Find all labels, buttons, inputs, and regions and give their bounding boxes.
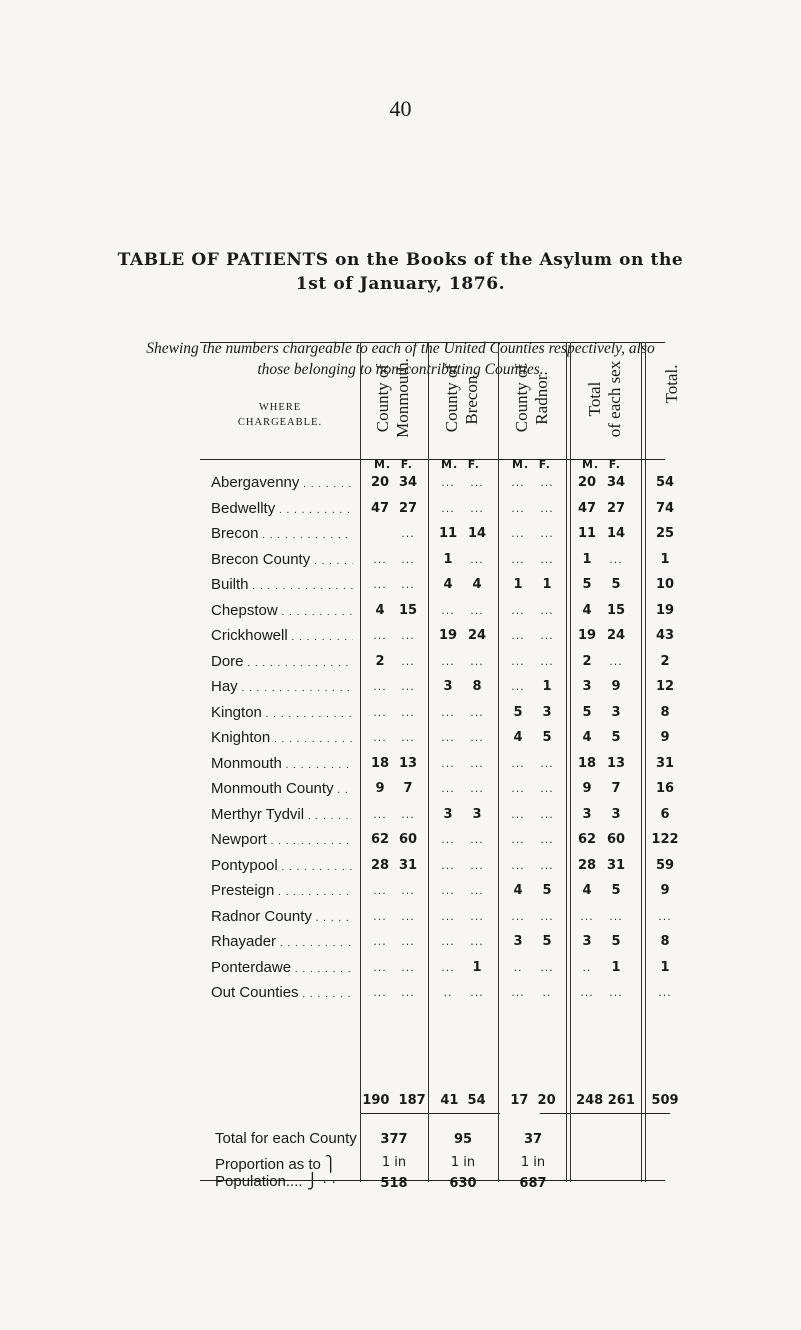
f-label: F. (538, 458, 551, 471)
mon-female-cell: ... (401, 654, 415, 668)
bre-male-cell: .. (443, 986, 453, 999)
row-place-name: Brecon County . . . (211, 547, 353, 575)
mon-male-cell: ... (373, 909, 387, 923)
row-place-name: Kington . . . (211, 700, 353, 728)
bre-female-cell: ... (470, 603, 484, 617)
rad-female-cell: 5 (542, 934, 552, 949)
table-row (0, 853, 801, 879)
header-radnor-line-1: County of (512, 363, 531, 433)
rad-female-cell: ... (540, 909, 554, 923)
tot-male-cell: 11 (577, 526, 597, 541)
mon-male-cell: 2 (375, 653, 385, 669)
header-total-label: Total. (662, 364, 681, 404)
mon-female-cell: ... (401, 986, 415, 999)
table-row (0, 929, 801, 955)
bre-female-cell: 8 (472, 679, 482, 694)
table-row (0, 904, 801, 930)
mon-male-cell: 18 (370, 755, 390, 771)
bre-male-cell: ... (441, 603, 455, 617)
row-place-name: Chepstow . . . (211, 598, 353, 626)
mon-male-cell: ... (373, 578, 387, 591)
bre-female-cell: ... (470, 705, 484, 719)
mon-female-cell: 31 (398, 857, 418, 873)
totals-grand: 509 (651, 1093, 679, 1108)
mon-female-cell: ... (401, 731, 415, 744)
bre-female-cell: 1 (472, 959, 482, 975)
header-where-chargeable (200, 400, 360, 430)
tot-female-cell: 3 (611, 806, 621, 822)
tot-male-cell: 2 (582, 653, 592, 669)
mon-female-cell: ... (401, 909, 415, 923)
totals-mon-m: 190 (362, 1093, 390, 1108)
bre-female-cell: ... (470, 986, 484, 999)
page-number: 40 (389, 96, 412, 121)
mon-male-cell: ... (373, 935, 387, 948)
header-monmouth-line-2: Monmouth. (393, 358, 412, 438)
tot-female-cell: 5 (611, 730, 621, 745)
row-total-cell: 9 (660, 883, 670, 898)
rad-male-cell: ... (511, 603, 525, 617)
rad-female-cell: 5 (542, 730, 552, 745)
totals-tot-f: 261 (607, 1093, 635, 1108)
row-total-cell: 6 (660, 806, 670, 822)
rad-male-cell: ... (511, 527, 525, 540)
row-total-cell: 122 (651, 832, 679, 847)
bre-male-cell: ... (441, 833, 455, 846)
title-line-1: TABLE OF PATIENTS on the Books of the Asylum on the (117, 250, 684, 270)
mon-male-cell: ... (373, 884, 387, 897)
row-total-cell: 8 (660, 934, 670, 949)
row-place-name: Presteign . . . (211, 878, 353, 906)
proportion-bre-value: 630 (449, 1176, 477, 1191)
bre-male-cell: ... (441, 909, 455, 923)
bre-male-cell: ... (441, 731, 455, 744)
totals-radnor (498, 1093, 568, 1108)
bre-female-cell: 3 (472, 806, 482, 822)
rad-male-cell: 5 (513, 704, 523, 720)
row-total-cell: 10 (655, 577, 675, 592)
tot-male-cell: 18 (577, 755, 597, 771)
f-label: F. (467, 458, 480, 471)
tot-male-cell: .. (582, 960, 592, 974)
rad-female-cell: ... (540, 476, 554, 489)
mon-male-cell: ... (373, 629, 387, 642)
header-brecon-line-1: County of (442, 363, 461, 433)
bre-female-cell: ... (470, 909, 484, 923)
mon-female-cell: ... (401, 680, 415, 693)
rad-female-cell: ... (540, 756, 554, 770)
tot-female-cell: 31 (606, 857, 626, 873)
bre-female-cell: ... (470, 731, 484, 744)
header-monmouth (371, 348, 415, 448)
tot-female-cell: 5 (611, 883, 621, 898)
tot-female-cell: ... (609, 552, 623, 566)
mon-male-cell: ... (373, 960, 387, 974)
mon-male-cell: ... (373, 705, 387, 719)
rad-male-cell: 4 (513, 883, 523, 898)
table-row (0, 521, 801, 547)
row-place-name: Brecon . . . (211, 521, 353, 549)
rad-female-cell: ... (540, 629, 554, 642)
bre-male-cell: 19 (438, 628, 458, 643)
rad-male-cell: ... (511, 552, 525, 566)
tot-female-cell: 13 (606, 755, 626, 771)
row-total-cell: 43 (655, 628, 675, 643)
header-monmouth-line-1: County of (373, 363, 392, 433)
header-total (660, 354, 684, 414)
bre-female-cell: 4 (472, 577, 482, 592)
mon-female-cell: ... (401, 578, 415, 591)
bre-male-cell: 3 (443, 806, 453, 822)
row-total-cell: ... (658, 986, 672, 999)
tot-female-cell: 15 (606, 602, 626, 618)
tot-male-cell: 3 (582, 806, 592, 822)
proportion-label (215, 1156, 336, 1190)
tot-female-cell: 24 (606, 628, 626, 643)
header-totalsex-line-1: Total (585, 381, 604, 417)
tot-male-cell: 9 (582, 781, 592, 796)
table-row (0, 802, 801, 828)
tot-female-cell: 5 (611, 934, 621, 949)
rad-female-cell: ... (540, 858, 554, 872)
mon-female-cell: 7 (403, 781, 413, 796)
bre-female-cell: ... (470, 884, 484, 897)
rad-male-cell: 4 (513, 730, 523, 745)
proportion-monmouth (360, 1152, 428, 1194)
rad-female-cell: 5 (542, 883, 552, 898)
totals-rad-m: 17 (510, 1093, 529, 1108)
rad-female-cell: ... (540, 782, 554, 795)
mon-female-cell: ... (401, 629, 415, 642)
mon-male-cell: 4 (375, 602, 385, 618)
bre-female-cell: ... (470, 501, 484, 515)
proportion-radnor (498, 1152, 568, 1194)
totals-each-sex (570, 1093, 641, 1108)
proportion-rad-value: 687 (519, 1176, 547, 1191)
proportion-mon-value: 518 (380, 1176, 408, 1191)
mon-male-cell: 9 (375, 781, 385, 796)
tot-female-cell: 9 (611, 679, 621, 694)
table-row (0, 598, 801, 624)
proportion-rad-prefix: 1 in (520, 1155, 546, 1170)
title-line-2: 1st of January, 1876. (295, 274, 506, 294)
bre-male-cell: ... (441, 501, 455, 515)
header-where-line-1: WHERE (258, 402, 302, 413)
table-row (0, 572, 801, 598)
tot-male-cell: 19 (577, 628, 597, 643)
totals-brecon (428, 1093, 498, 1108)
tot-male-cell: 4 (582, 602, 592, 618)
proportion-mon-prefix: 1 in (381, 1155, 407, 1170)
county-total-monmouth: 377 (380, 1132, 408, 1147)
totals-mon-f: 187 (398, 1093, 426, 1108)
row-place-name: Radnor County . . . (211, 904, 353, 932)
subtitle-line-1: Shewing the numbers chargeable to each of the United Counties respectively, also (146, 340, 655, 357)
mon-female-cell: ... (401, 807, 415, 821)
row-place-name: Out Counties . . . (211, 980, 353, 1008)
bre-male-cell: ... (441, 858, 455, 872)
row-total-cell: 59 (655, 857, 675, 873)
row-total-cell: 9 (660, 730, 670, 745)
row-place-name: Monmouth . . . (211, 751, 353, 779)
table-row (0, 878, 801, 904)
proportion-brecon (428, 1152, 498, 1194)
tot-male-cell: 4 (582, 883, 592, 898)
bre-female-cell: ... (470, 756, 484, 770)
header-brecon (440, 348, 484, 448)
rad-female-cell: ... (540, 603, 554, 617)
rad-male-cell: 1 (513, 577, 523, 592)
row-place-name: Knighton . . . (211, 725, 353, 753)
row-place-name: Bedwellty . . . (211, 496, 353, 524)
bre-male-cell: ... (441, 960, 455, 974)
header-totalsex-line-2: of each sex (605, 360, 624, 438)
bre-male-cell: ... (441, 782, 455, 795)
table-top-rule (200, 342, 665, 343)
rad-male-cell: ... (511, 833, 525, 846)
row-total-cell: 2 (660, 653, 670, 669)
rad-male-cell: .. (513, 960, 523, 974)
f-label: F. (608, 458, 621, 471)
tot-male-cell: 47 (577, 500, 597, 516)
table-row (0, 547, 801, 573)
mon-female-cell: ... (401, 552, 415, 566)
table-row (0, 623, 801, 649)
totals-rule-a (360, 1113, 500, 1114)
row-place-name: Abergavenny . . . (211, 470, 353, 498)
mon-female-cell: 60 (398, 832, 418, 847)
table-row (0, 776, 801, 802)
totals-bre-m: 41 (440, 1093, 459, 1108)
rad-male-cell: 3 (513, 934, 523, 949)
header-total-each-sex (583, 344, 627, 454)
proportion-label-line-2: Population.... ⎭ · · (215, 1173, 337, 1190)
mon-male-cell: ... (373, 731, 387, 744)
table-row (0, 649, 801, 675)
mon-female-cell: ... (401, 884, 415, 897)
county-total-radnor: 37 (523, 1132, 543, 1147)
rad-female-cell: 1 (542, 679, 552, 694)
rad-male-cell: ... (511, 629, 525, 642)
row-total-cell: 8 (660, 704, 670, 720)
tot-female-cell: 60 (606, 832, 626, 847)
tot-male-cell: 1 (582, 551, 592, 567)
rad-male-cell: ... (511, 654, 525, 668)
rad-female-cell: ... (540, 960, 554, 974)
row-total-cell: 16 (655, 781, 675, 796)
rad-female-cell: ... (540, 501, 554, 515)
mon-male-cell: ... (373, 986, 387, 999)
tot-female-cell: 3 (611, 704, 621, 720)
row-place-name: Dore . . . (211, 649, 353, 677)
mon-female-cell: 27 (398, 500, 418, 516)
county-total-label: Total for each County (215, 1130, 357, 1147)
tot-female-cell: 7 (611, 781, 621, 796)
bre-male-cell: 1 (443, 551, 453, 567)
rad-female-cell: ... (540, 527, 554, 540)
bre-female-cell: ... (470, 654, 484, 668)
bre-female-cell: 14 (467, 526, 487, 541)
mon-female-cell: ... (401, 960, 415, 974)
totals-bre-f: 54 (467, 1093, 486, 1108)
tot-female-cell: 5 (611, 577, 621, 592)
proportion-label-line-1: Proportion as to ⎫ (215, 1156, 337, 1173)
bre-female-cell: ... (470, 782, 484, 795)
table-row (0, 955, 801, 981)
rad-female-cell: ... (540, 654, 554, 668)
m-label: M. (441, 458, 459, 471)
bre-male-cell: 4 (443, 577, 453, 592)
mon-female-cell: ... (401, 705, 415, 719)
tot-male-cell: 5 (582, 577, 592, 592)
totals-rule-b (540, 1113, 670, 1114)
tot-female-cell: ... (609, 654, 623, 668)
bre-male-cell: 11 (438, 526, 458, 541)
f-label: F. (400, 458, 413, 471)
row-total-cell: 31 (655, 755, 675, 771)
rad-male-cell: ... (511, 909, 525, 923)
bre-male-cell: 3 (443, 679, 453, 694)
mon-female-cell: ... (401, 935, 415, 948)
table-row (0, 725, 801, 751)
rad-male-cell: ... (511, 807, 525, 821)
row-place-name: Hay . . . (211, 674, 353, 702)
rad-female-cell: 3 (542, 704, 552, 720)
rad-female-cell: ... (540, 807, 554, 821)
mon-female-cell: 15 (398, 602, 418, 618)
m-label: M. (374, 458, 392, 471)
rad-male-cell: ... (511, 782, 525, 795)
mon-female-cell: 34 (398, 475, 418, 490)
mon-male-cell: ... (373, 807, 387, 821)
bre-male-cell: ... (441, 654, 455, 668)
county-total-brecon: 95 (453, 1132, 473, 1147)
tot-male-cell: 4 (582, 730, 592, 745)
row-total-cell: 1 (660, 551, 670, 567)
tot-female-cell: 14 (606, 526, 626, 541)
rad-male-cell: ... (511, 756, 525, 770)
m-label: M. (512, 458, 530, 471)
mon-female-cell: 13 (398, 755, 418, 771)
tot-male-cell: 3 (582, 679, 592, 694)
mon-female-cell: ... (401, 527, 415, 540)
row-total-cell: 19 (655, 602, 675, 618)
row-place-name: Ponterdawe . . . (211, 955, 353, 983)
bre-male-cell: ... (441, 705, 455, 719)
row-total-cell: 74 (655, 500, 675, 516)
tot-female-cell: 34 (606, 475, 626, 490)
table-row (0, 496, 801, 522)
header-brecon-line-2: Brecon. (462, 371, 481, 425)
totals-rad-f: 20 (537, 1093, 556, 1108)
tot-female-cell: ... (609, 909, 623, 923)
subtitle-line-2: those belonging to non-contributing Counties. (257, 361, 544, 378)
tot-male-cell: 62 (577, 832, 597, 847)
bre-female-cell: ... (470, 476, 484, 489)
rad-male-cell: ... (511, 501, 525, 515)
mon-male-cell: 20 (370, 475, 390, 490)
tot-male-cell: ... (580, 909, 594, 923)
table-row (0, 751, 801, 777)
tot-female-cell: 27 (606, 500, 626, 516)
row-total-cell: 1 (660, 959, 670, 975)
bre-male-cell: ... (441, 476, 455, 489)
tot-male-cell: ... (580, 986, 594, 999)
rad-male-cell: ... (511, 986, 525, 999)
row-place-name: Newport . . . (211, 827, 353, 855)
tot-female-cell: 1 (611, 959, 621, 975)
rad-male-cell: ... (511, 680, 525, 693)
table-row (0, 470, 801, 496)
row-total-cell: 54 (655, 475, 675, 490)
tot-female-cell: ... (609, 986, 623, 999)
mon-male-cell: ... (373, 680, 387, 693)
row-place-name: Rhayader . . . (211, 929, 353, 957)
m-label: M. (582, 458, 600, 471)
bre-female-cell: ... (470, 858, 484, 872)
rad-female-cell: ... (540, 833, 554, 846)
bre-male-cell: ... (441, 884, 455, 897)
row-total-cell: ... (658, 909, 672, 923)
mon-male-cell: 62 (370, 832, 390, 847)
totals-tot-m: 248 (576, 1093, 604, 1108)
row-place-name: Builth . . . (211, 572, 353, 600)
table-row (0, 674, 801, 700)
rad-male-cell: ... (511, 476, 525, 489)
tot-male-cell: 3 (582, 934, 592, 949)
tot-male-cell: 5 (582, 704, 592, 720)
proportion-bre-prefix: 1 in (450, 1155, 476, 1170)
header-radnor-line-2: Radnor. (532, 371, 551, 425)
row-place-name: Crickhowell . . . (211, 623, 353, 651)
table-row (0, 700, 801, 726)
tot-male-cell: 28 (577, 857, 597, 873)
bre-male-cell: ... (441, 935, 455, 948)
table-row (0, 827, 801, 853)
row-place-name: Pontypool . . . (211, 853, 353, 881)
rad-female-cell: .. (542, 986, 552, 999)
tot-male-cell: 20 (577, 475, 597, 490)
bre-male-cell: ... (441, 756, 455, 770)
mon-male-cell: 28 (370, 857, 390, 873)
rad-female-cell: ... (540, 552, 554, 566)
table-row (0, 980, 801, 1006)
bre-female-cell: 24 (467, 628, 487, 643)
row-total-cell: 25 (655, 526, 675, 541)
row-total-cell: 12 (655, 679, 675, 694)
row-place-name: Merthyr Tydvil . . . (211, 802, 353, 830)
rad-male-cell: ... (511, 858, 525, 872)
row-place-name: Monmouth County . . . (211, 776, 353, 804)
bre-female-cell: ... (470, 833, 484, 846)
mon-male-cell: ... (373, 552, 387, 566)
totals-monmouth (360, 1093, 428, 1108)
bre-female-cell: ... (470, 552, 484, 566)
header-radnor (510, 348, 554, 448)
header-where-line-2: CHARGEABLE. (237, 417, 323, 428)
mon-male-cell: 47 (370, 500, 390, 516)
bre-female-cell: ... (470, 935, 484, 948)
rad-female-cell: 1 (542, 577, 552, 592)
